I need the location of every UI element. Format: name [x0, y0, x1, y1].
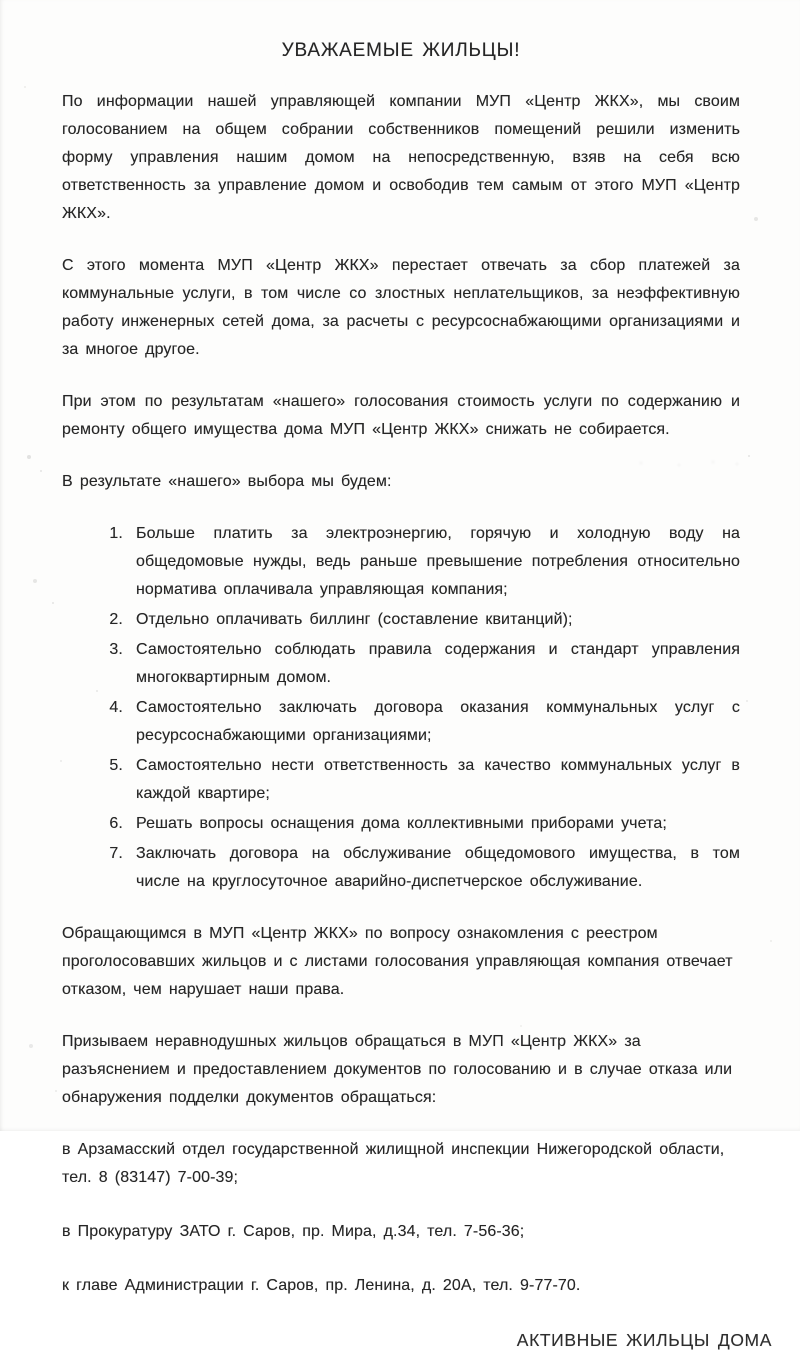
list-item-3: 3. Самостоятельно соблюдать правила содержания и стандарт управления многоквартирным домом. — [130, 636, 740, 692]
letter-title: УВАЖАЕМЫЕ ЖИЛЬЦЫ! — [281, 40, 521, 61]
consequences-list — [62, 520, 740, 896]
list-item-2: 2. Отдельно оплачивать биллинг (составление квитанций); — [130, 606, 740, 634]
list-item-5: 5. Самостоятельно нести ответственность за качество коммунальных услуг в каждой квартире; — [130, 752, 740, 808]
paragraph-intro-3: При этом по результатам «нашего» голосования стоимость услуги по содержанию и ремонту общего имущества дома МУП «Центр ЖКХ» снижать не собирается. — [62, 393, 740, 438]
scan-noise — [0, 0, 2, 2]
signature: АКТИВНЫЕ ЖИЛЬЦЫ ДОМА — [516, 1330, 772, 1350]
paragraph-appeal: Призываем неравнодушных жильцов обращаться в МУП «Центр ЖКХ» за разъяснением и предоставлением документов по голосованию и в случае отказа или обнаружения подделки документов обращаться: — [62, 1033, 733, 1106]
contact-prosecutor-office: в Прокуратуру ЗАТО г. Саров, пр. Мира, д.34, тел. 7-56-36; — [62, 1223, 525, 1240]
list-lead: В результате «нашего» выбора мы будем: — [62, 473, 392, 490]
list-item-1: 1. Больше платить за электроэнергию, горячую и холодную воду на общедомовые нужды, ведь раньше превышение потребления относительно норматива оплачивала управляющая компания; — [130, 520, 740, 604]
contact-administration: к главе Администрации г. Саров, пр. Ленина, д. 20А, тел. 9-77-70. — [62, 1277, 581, 1294]
list-item-4: 4. Самостоятельно заключать договора оказания коммунальных услуг с ресурсоснабжающими организациями; — [130, 694, 740, 750]
paragraph-intro-2: С этого момента МУП «Центр ЖКХ» перестает отвечать за сбор платежей за коммунальные услуги, в том числе со злостных неплательщиков, за неэффективную работу инженерных сетей дома, за расчеты с ресурсоснабжающими организациями и за многое другое. — [62, 257, 740, 358]
list-item-6: 6. Решать вопросы оснащения дома коллективными приборами учета; — [130, 810, 740, 838]
paragraph-intro-1: По информации нашей управляющей компании МУП «Центр ЖКХ», мы своим голосованием на общем собрании собственников помещений решили изменить форму управления нашим домом на непосредственную, взяв на себя всю ответственность за управление домом и освободив тем самым от этого МУП «Центр ЖКХ». — [62, 93, 740, 222]
list-item-7: 7. Заключать договора на обслуживание общедомового имущества, в том числе на круглосуточное аварийно-диспетчерское обслуживание. — [130, 840, 740, 896]
contact-housing-inspection: в Арзамасский отдел государственной жилищной инспекции Нижегородской области, тел. 8 (83147) 7-00-39; — [62, 1141, 725, 1186]
paragraph-refusal: Обращающимся в МУП «Центр ЖКХ» по вопросу ознакомления с реестром проголосовавших жильцов и с листами голосования управляющая компания отвечает отказом, чем нарушает наши права. — [62, 925, 733, 998]
